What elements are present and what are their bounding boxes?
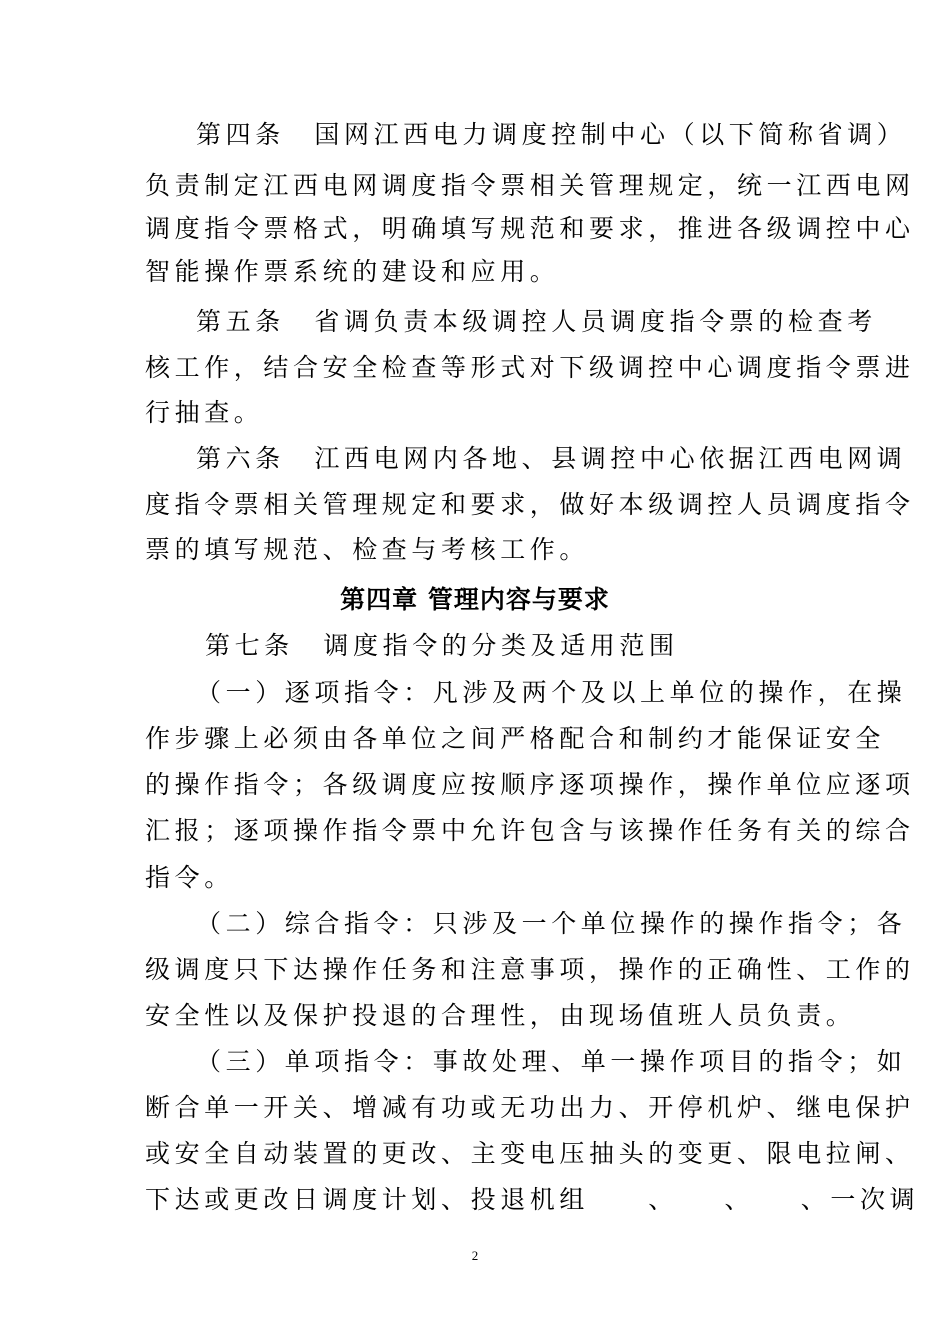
- paragraph-line: 安全性以及保护投退的合理性，由现场值班人员负责。: [145, 1001, 856, 1030]
- paragraph-line: 调度指令票格式，明确填写规范和要求，推进各级调控中心: [145, 214, 915, 243]
- paragraph-line: 的操作指令；各级调度应按顺序逐项操作，操作单位应逐项: [145, 770, 915, 799]
- paragraph-line: 行抽查。: [145, 398, 264, 427]
- paragraph-line: 级调度只下达操作任务和注意事项，操作的正确性、工作的: [145, 955, 915, 984]
- paragraph-line: 第七条 调度指令的分类及适用范围: [205, 631, 679, 660]
- paragraph-line: 第四条 国网江西电力调度控制中心（以下简称省调）: [196, 120, 907, 149]
- paragraph-line: 汇报；逐项操作指令票中允许包含与该操作任务有关的综合: [145, 816, 915, 845]
- paragraph-line: 第六条 江西电网内各地、县调控中心依据江西电网调: [196, 444, 907, 473]
- paragraph-line: 第五条 省调负责本级调控人员调度指令票的检查考: [196, 307, 877, 336]
- chapter-heading: 第四章 管理内容与要求: [340, 585, 610, 614]
- paragraph-line: （二）综合指令：只涉及一个单位操作的操作指令；各: [196, 909, 907, 938]
- paragraph-line: 下达或更改日调度计划、投退机组 、 、 、一次调: [145, 1185, 920, 1214]
- paragraph-line: 负责制定江西电网调度指令票相关管理规定，统一江西电网: [145, 171, 915, 200]
- paragraph-line: （三）单项指令：事故处理、单一操作项目的指令；如: [196, 1047, 907, 1076]
- paragraph-line: 度指令票相关管理规定和要求，做好本级调控人员调度指令: [145, 490, 915, 519]
- paragraph-line: （一）逐项指令：凡涉及两个及以上单位的操作，在操: [196, 678, 907, 707]
- paragraph-line: 作步骤上必须由各单位之间严格配合和制约才能保证安全: [145, 724, 886, 753]
- paragraph-line: 票的填写规范、检查与考核工作。: [145, 535, 590, 564]
- paragraph-line: 或安全自动装置的更改、主变电压抽头的变更、限电拉闸、: [145, 1139, 915, 1168]
- page-number: 2: [471, 1248, 479, 1263]
- paragraph-line: 核工作，结合安全检查等形式对下级调控中心调度指令票进: [145, 353, 915, 382]
- paragraph-line: 指令。: [145, 863, 234, 892]
- paragraph-line: 断合单一开关、增减有功或无功出力、开停机炉、继电保护: [145, 1093, 915, 1122]
- paragraph-line: 智能操作票系统的建设和应用。: [145, 257, 560, 286]
